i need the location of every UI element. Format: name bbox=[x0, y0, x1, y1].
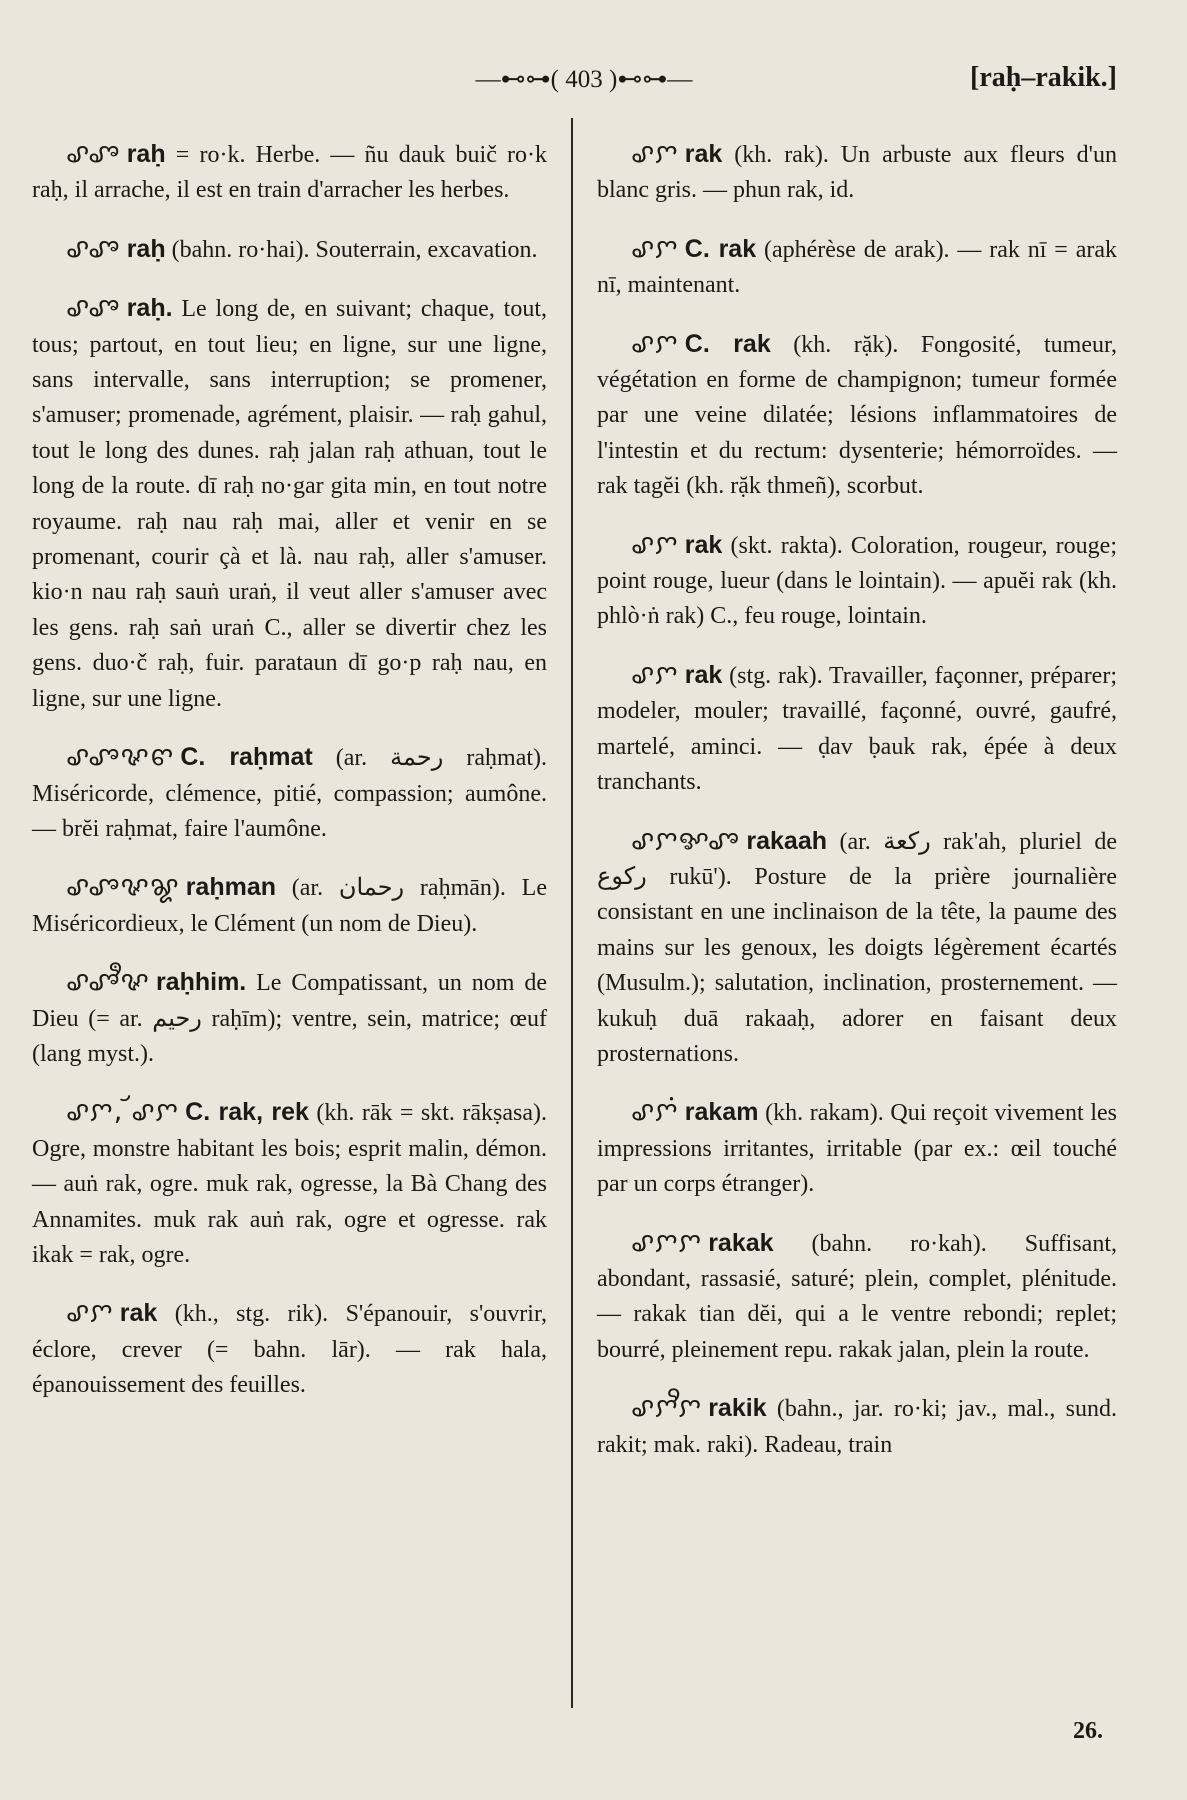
headword: C. raḥmat bbox=[180, 743, 313, 772]
dictionary-entry bbox=[597, 136, 1117, 209]
headword: rakak bbox=[708, 1228, 774, 1257]
cham-script: ꨣꨆꩌ bbox=[631, 1096, 679, 1128]
cham-script: ꨣꨆ bbox=[66, 1297, 114, 1329]
cham-script: ꨣꨆ bbox=[631, 232, 679, 264]
definition: (ar. رحمة raḥmat). Miséricorde, clémence, pitié, compassion; aumône. — brĕi raḥmat, faire l'aumône. bbox=[32, 745, 548, 842]
headword: rakam bbox=[684, 1098, 759, 1127]
dictionary-entry bbox=[597, 326, 1117, 505]
cham-script: ꨣꨨ bbox=[66, 292, 121, 324]
dictionary-entry bbox=[32, 136, 547, 209]
headword: C. rak bbox=[684, 329, 771, 358]
definition: Le long de, en suivant; chaque, tout, tous; partout, en tout lieu; en ligne, sur une ligne, sans intervalle, sans interruption; se promener, s'amuser; promenade, agrément, plaisir. — raḥ gahul, tout le long des dunes. raḥ jalan raḥ athuan, tout le long de la route. dī raḥ no·gar gita min, en tout notre royaume. raḥ nau raḥ mai, aller et venir en se promenant, courir çà et là. nau raḥ, aller s'amuser. kio·n nau raḥ sauṅ uraṅ, il veut aller s'amuser avec les gens. raḥ saṅ uraṅ C., aller se divertir chez les gens. duo·č raḥ, fuir. parataun dī go·p raḥ nau, en ligne, sur une ligne. bbox=[32, 296, 547, 712]
definition: (bahn., jar. ro·ki; jav., mal., sund. rakit; mak. raki). Radeau, train bbox=[597, 1396, 1117, 1458]
definition: = ro·k. Herbe. — ñu dauk buič ro·k raḥ, il arrache, il est en train d'arracher les herbes. bbox=[32, 142, 547, 204]
headword: raḥ bbox=[126, 140, 166, 168]
definition: (kh. rakam). Qui reçoit vivement les impressions irritantes, irritable (par ex.: œil touché par un corps étranger). bbox=[597, 1100, 1117, 1198]
page-number: —⊷⊶( 403 )⊷⊶— bbox=[475, 66, 693, 93]
headword: raḥ. bbox=[126, 294, 173, 323]
cham-script: ꨣꨆꨆ bbox=[631, 1226, 703, 1258]
headword: rak bbox=[684, 140, 723, 168]
definition: (bahn. ro·kah). Suffisant, abondant, rassasié, saturé; plein, complet, plénitude. — rakak tian dĕi, qui a le ventre rebondi; replet; bourré, pleinement repu. rakak jalan, plein la route. bbox=[597, 1230, 1117, 1363]
cham-script: ꨣꨨꨟꨘ bbox=[66, 871, 180, 903]
headword: rak bbox=[684, 530, 723, 559]
headword: rakaah bbox=[746, 826, 828, 855]
running-head: [raḥ–rakik.] bbox=[970, 62, 1117, 93]
definition: (ar. رحمان raḥmān). Le Miséricordieux, le Clément (un nom de Dieu). bbox=[32, 875, 547, 937]
cham-script: ꨣꨆꨪꨆ bbox=[631, 1392, 703, 1424]
dictionary-entry bbox=[597, 231, 1117, 304]
page-header bbox=[0, 62, 1187, 102]
dictionary-entry bbox=[32, 1295, 547, 1403]
left-column bbox=[32, 136, 547, 1426]
cham-script: ꨣꨨꨫꨟ bbox=[66, 966, 150, 998]
headword: raḥman bbox=[185, 873, 276, 902]
dictionary-entry bbox=[32, 964, 547, 1072]
cham-script: ꨣꨆ bbox=[631, 138, 679, 169]
cham-script: ꨣꨆ bbox=[631, 528, 679, 560]
definition: Le Compatissant, un nom de Dieu (= ar. رحيم raḥīm); ventre, sein, matrice; œuf (lang myst.). bbox=[32, 970, 548, 1067]
dictionary-entry bbox=[597, 1225, 1117, 1369]
signature-mark: 26. bbox=[1073, 1718, 1103, 1744]
headword: rak bbox=[684, 660, 723, 689]
definition: (ar. ركعة rak'ah, pluriel de ركوع rukū'). Posture de la prière journalière consistant en une inclinaison de la tête, la paume des mains sur les genoux, les doigts légèrement écartés (Musulm.); salutation, inclination, prosternement. — kukuḥ duā rakaaḥ, adorer en faisant deux prosternations. bbox=[597, 828, 1118, 1067]
dictionary-entry bbox=[32, 1094, 547, 1273]
cham-script: ꨣꨨ bbox=[66, 138, 121, 169]
right-column bbox=[597, 136, 1117, 1485]
dictionary-entry bbox=[32, 290, 547, 717]
definition: (skt. rakta). Coloration, rougeur, rouge; point rouge, lueur (dans le lointain). — apuĕi rak (kh. phlò·ṅ rak) C., feu rouge, lointain. bbox=[597, 532, 1117, 630]
dictionary-entry bbox=[32, 231, 547, 268]
cham-script: ꨣꨨ bbox=[66, 232, 121, 264]
definition: (kh., stg. rik). S'épanouir, s'ouvrir, éclore, crever (= bahn. lār). — rak hala, épanouissement des feuilles. bbox=[32, 1301, 547, 1399]
headword: C. rak bbox=[684, 234, 757, 263]
definition: (kh. rặk). Fongosité, tumeur, végétation en forme de champignon; tumeur formée par une veine dilatée; lésions inflammatoires de l'intestin et du rectum: dysenterie; hémorroïdes. — rak tagĕi (kh. rặk thmeñ), scorbut. bbox=[597, 331, 1117, 500]
definition: (bahn. ro·hai). Souterrain, excavation. bbox=[165, 236, 538, 263]
dictionary-entry bbox=[597, 1094, 1117, 1202]
definition: (stg. rak). Travailler, façonner, préparer; modeler, mouler; travaillé, façonné, ouvré, gaufré, martelé, aminci. — ḍav ḅauk rak, épée à deux tranchants. bbox=[597, 662, 1117, 796]
cham-script: ꨣꨨꨟꨓ bbox=[66, 741, 175, 773]
dictionary-entry bbox=[597, 527, 1117, 635]
cham-script: ꨣꨆꨀꨨ bbox=[631, 824, 741, 856]
definition: (aphérèse de arak). — rak nī = arak nī, maintenant. bbox=[597, 236, 1117, 299]
headword: rak bbox=[119, 1299, 158, 1328]
dictionary-entry bbox=[597, 657, 1117, 801]
cham-script: ꨣꨆ, ꨮꨣꨆ bbox=[66, 1096, 180, 1128]
dictionary-entry bbox=[32, 739, 547, 847]
dictionary-entry bbox=[597, 1390, 1117, 1463]
headword: rakik bbox=[708, 1394, 767, 1423]
dictionary-entry bbox=[597, 823, 1117, 1073]
cham-script: ꨣꨆ bbox=[631, 327, 679, 359]
cham-script: ꨣꨆ bbox=[631, 658, 679, 690]
headword: raḥ bbox=[126, 234, 166, 263]
headword: raḥhim. bbox=[155, 968, 247, 997]
dictionary-entry bbox=[32, 869, 547, 942]
column-divider bbox=[571, 118, 573, 1708]
definition: (kh. rak). Un arbuste aux fleurs d'un blanc gris. — phun rak, id. bbox=[597, 142, 1117, 204]
definition: (kh. rāk = skt. rākṣasa). Ogre, monstre habitant les bois; esprit malin, démon. — auṅ rak, ogre. muk rak, ogresse, la Bà Chang des Annamites. muk rak auṅ rak, ogre et ogresse. rak ikak = rak, ogre. bbox=[32, 1100, 547, 1268]
headword: C. rak, rek bbox=[185, 1098, 309, 1127]
